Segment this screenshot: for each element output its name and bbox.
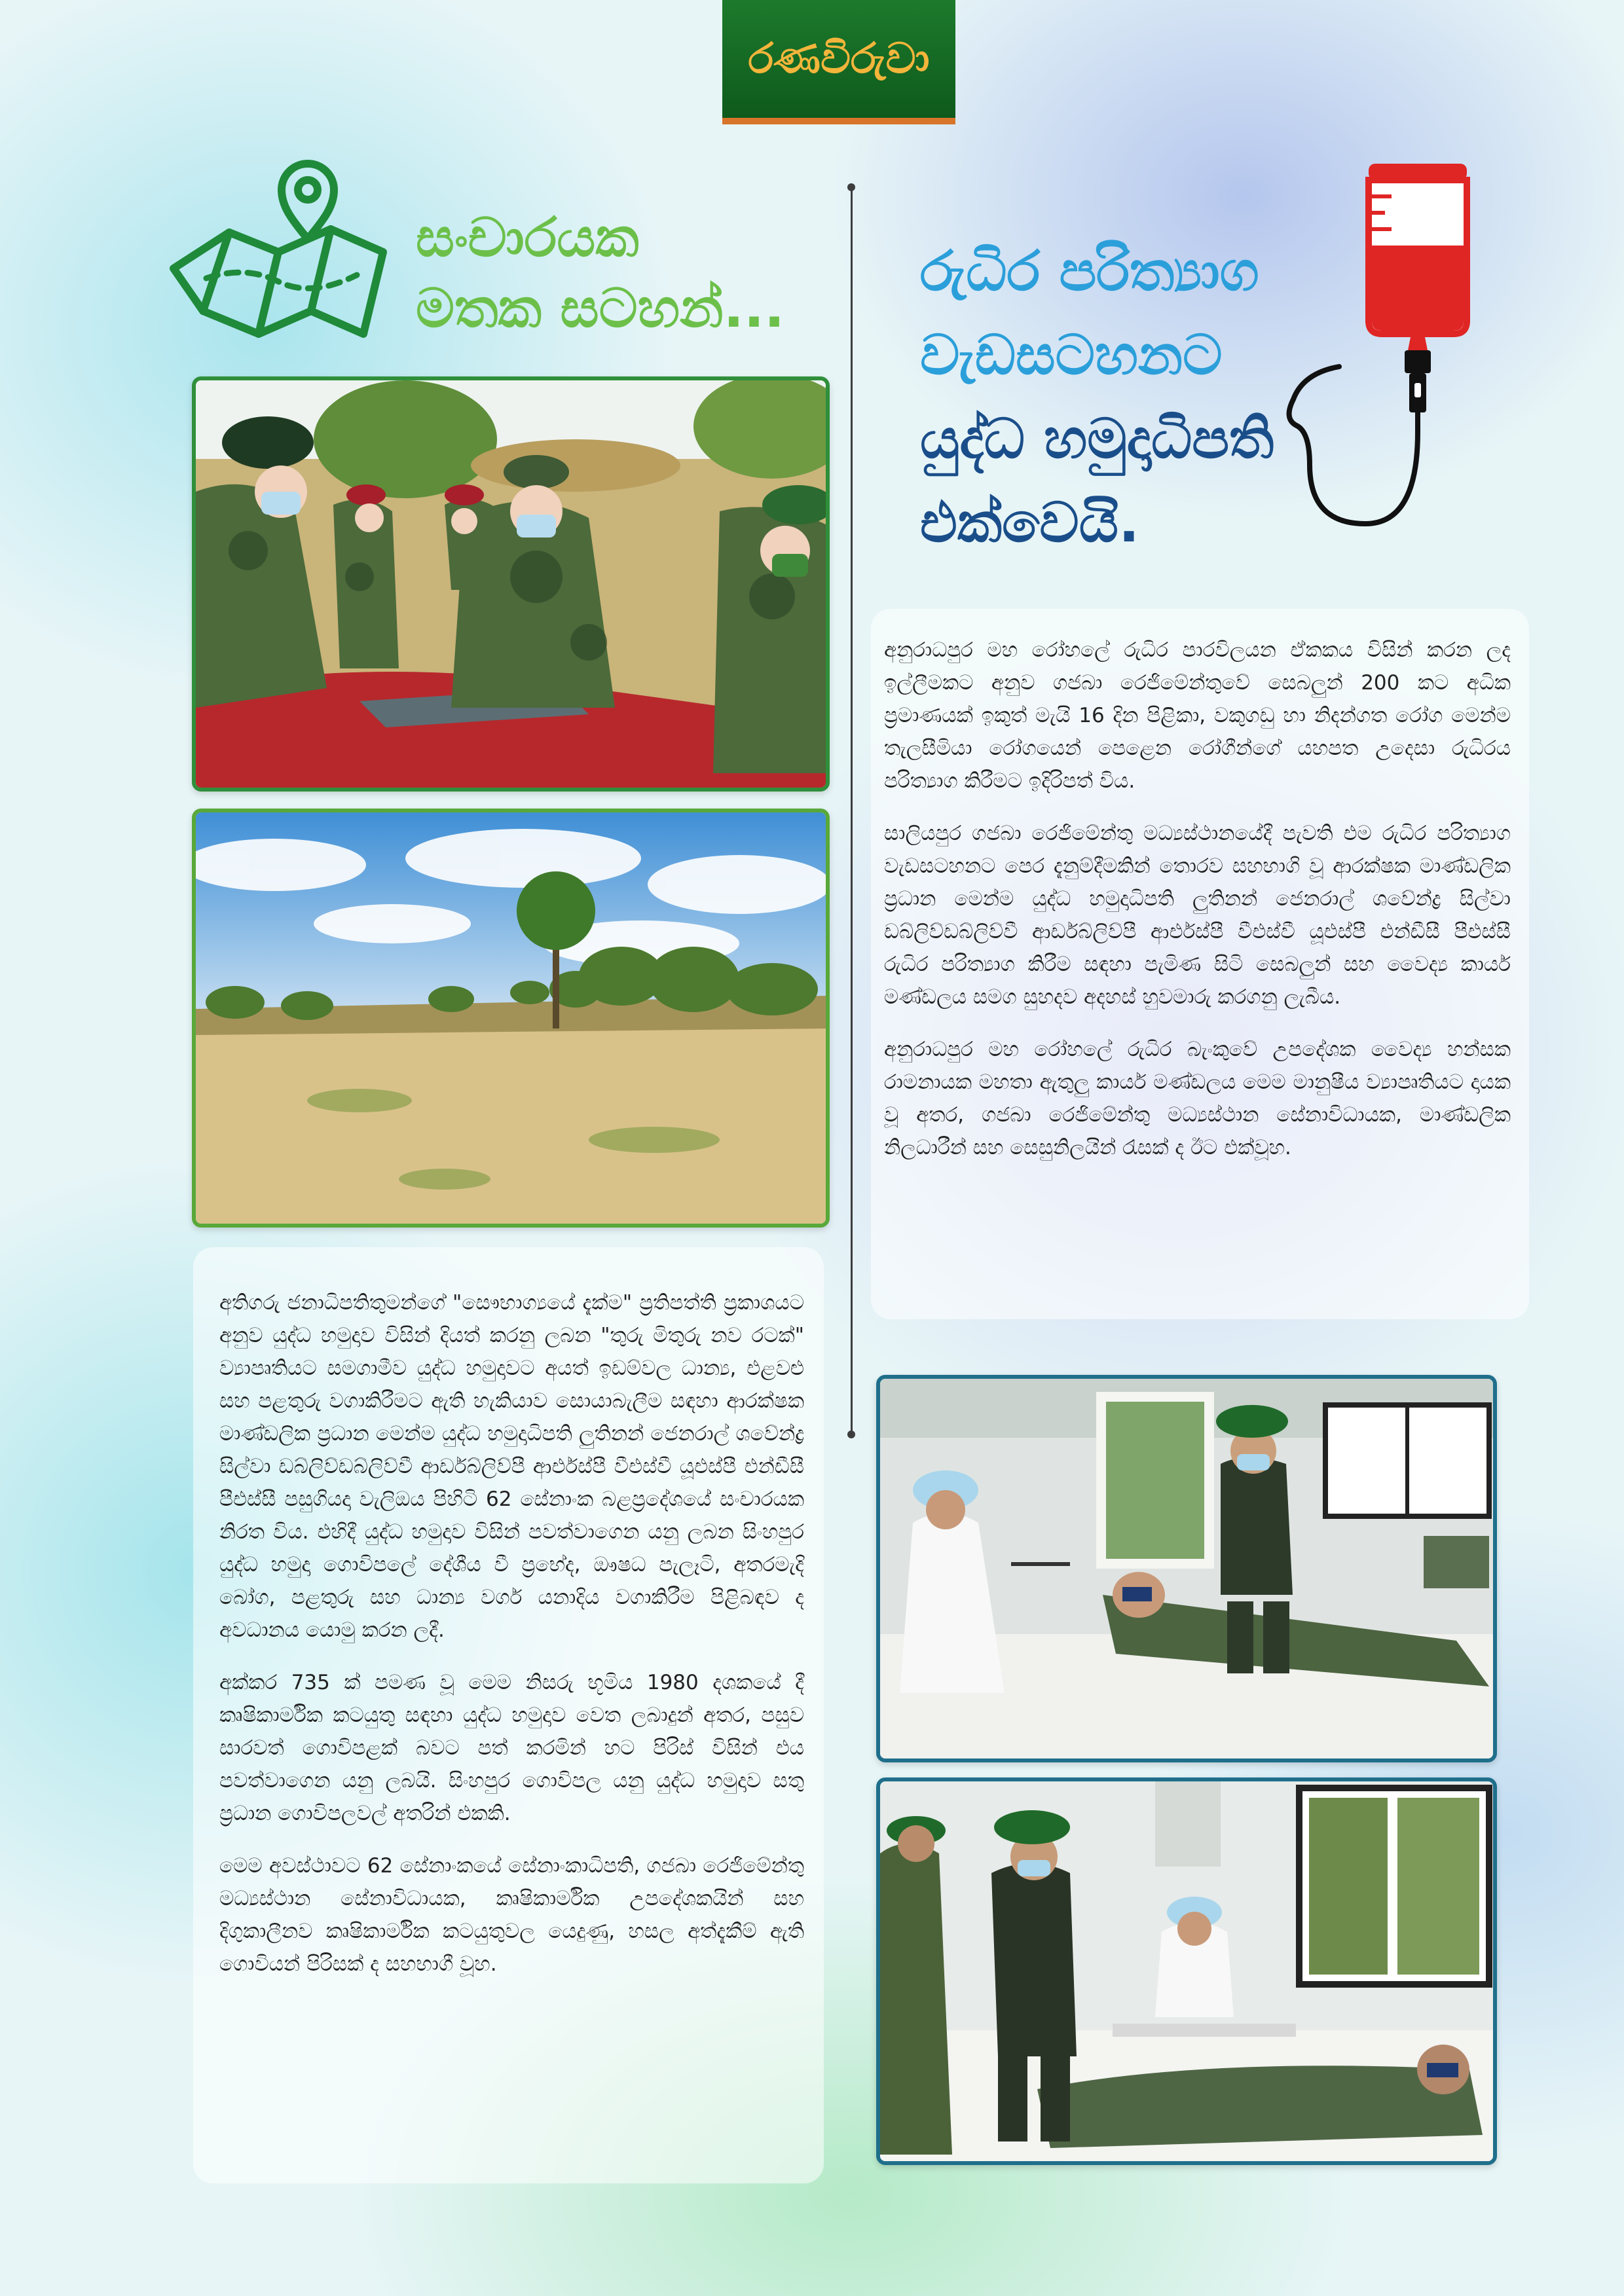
column-divider: [851, 187, 853, 1434]
masthead: [722, 0, 955, 124]
right-title-line3: යුද්ධ හමුදාධිපති: [920, 407, 1274, 471]
map-pin-icon: [167, 154, 393, 344]
left-paragraph-2: අක්කර 735 ක් පමණ වූ මෙම නිසරු භූමිය 1980 දශකයේ දී කෘෂිකාර්මික කටයුතු සඳහා යුද්ධ හමුදාව වෙත ලබාදුන් අතර, පසුව සාරවත් ගොවිපළක් බවට පත් කරමින් හට පිරිස් විසින් එය පවත්වාගෙන යනු ලබයි. සිංහපුර ගොවිපල යනු යුද්ධ හමුදාව සතු ප්‍රධාන ගොවිපලවල් අතරින් එකකි.: [219, 1671, 804, 1825]
right-article-title: [920, 229, 1339, 564]
masthead-title: රණවිරුවා: [748, 35, 930, 83]
left-paragraph-3: මෙම අවස්ථාවට 62 සේනාංකයේ සේනාංකාධිපති, ගජබා රෙජිමේන්තු මධ්‍යස්ථාන සේනාවිධායක, කෘෂිකාර්මික උපදේශකයින් සහ දිගුකාලීනව කෘෂිකාර්මික කටයුතුවල යෙදුණු, හසල අත්දැකීම් ඇති ගොවියන් පිරිසක් ද සහභාගී වූහ.: [219, 1854, 804, 1976]
right-article-body: [871, 609, 1529, 1319]
divider-dot: [847, 1430, 855, 1438]
divider-dot: [847, 183, 855, 191]
left-article-body: [193, 1247, 824, 2183]
right-title-line1: රුධිර පරිත්‍යාග: [920, 239, 1259, 303]
photo-blood-donation-1: [876, 1375, 1497, 1762]
right-title-line2: වැඩසටහනට: [920, 323, 1223, 387]
right-title-line4: එක්වෙයි.: [920, 490, 1139, 555]
right-paragraph-1: අනුරාධපුර මහ රෝහලේ රුධිර පාරවිලයන ඒකකය විසින් කරන ලද ඉල්ලීමකට අනුව ගජබා රෙජිමේන්තුවේ සෙබලුන් 200 කට අධික ප්‍රමාණයක් ඉකුත් මැයි 16 දින පිළිකා, වකුගඩු හා නිදන්ගත රෝග මෙන්ම තැලසීමියා රෝගයෙන් පෙළෙන රෝගීන්ගේ යහපත උදෙසා රුධිරය පරිත්‍යාග කිරීමට ඉදිරිපත් විය.: [884, 638, 1511, 793]
left-title-line1: සංචාරයක: [416, 207, 639, 269]
right-paragraph-3: අනුරාධපුර මහ රෝහලේ රුධිර බැංකුවේ උපදේශක වෛද්‍ය හන්සක රාමනායක මහතා ඇතුලු කාර්ය මණ්ඩලය මෙම මානුෂීය ව්‍යාපෘතියට දායක වූ අතර, ගජබා රෙජිමේන්තු මධ්‍යස්ථාන සේනාවිධායක, මාණ්ඩලික නිලධාරීන් සහ සෙසුනිලයින් රැසක් ද ඊට එක්වූහ.: [884, 1038, 1511, 1159]
photo-field-visit: [192, 376, 830, 792]
left-title-line2: මතක සටහන්...: [416, 278, 785, 340]
right-paragraph-2: සාලියපුර ගජබා රෙජිමේන්තු මධ්‍යස්ථානයේදී පැවති එම රුධිර පරිත්‍යාග වැඩසටහනට පෙර දැනුම්දීමකින් තොරව සහභාගි වූ ආරක්ෂක මාණ්ඩලික ප්‍රධාන මෙන්ම යුද්ධ හමුදාධිපති ලුතිනන් ජෙනරාල් ශවේන්ද්‍ර සිල්වා ඩබ්ලිව්ඩබ්ලිව්වී ආර්ඩබ්ලිව්පී ආර්එස්පී වීඑස්වී යූඑස්පී එන්ඩීසී පීඑස්සී රුධිර පරිත්‍යාග කිරීම සඳහා පැමිණ සිටි සෙබලුන් සහ වෛද්‍ය කාර්ය මණ්ඩලය සමග සුහදව අදහස් හුවමාරු කරගනු ලැබීය.: [884, 822, 1511, 1009]
left-article-title: [416, 203, 809, 344]
photo-blood-donation-2: [876, 1777, 1497, 2165]
photo-barren-land: [192, 809, 830, 1228]
blood-bag-icon: [1283, 157, 1480, 537]
left-paragraph-1: අතිගරු ජනාධිපතිතුමන්ගේ "සෞභාග්‍යයේ දැක්ම" ප්‍රතිපත්ති ප්‍රකාශයට අනුව යුද්ධ හමුදාව විසින් දියත් කරනු ලබන "තුරු මිතුරු නව රටක්" ව්‍යාපෘතියට සමගාමීව යුද්ධ හමුදාවට අයත් ඉඩම්වල ධාන්‍ය, එළවළු සහ පළතුරු වගාකිරීමට ඇති හැකියාව සොයාබැලීම සඳහා ආරක්ෂක මාණ්ඩලික ප්‍රධාන මෙන්ම යුද්ධ හමුදාධිපති ලුතිනන් ජෙනරාල් ශවේන්ද්‍ර සිල්වා ඩබ්ලිව්ඩබ්ලිව්වී ආර්ඩබ්ලිව්පී ආර්එස්පී වීඑස්වී යූඑස්පී එන්ඩීසී පීඑස්සී පසුගියදා වැලිඔය පිහිටි 62 සේනාංක බළප්‍රදේශයේ සංචාරයක නිරත විය. එහිදී යුද්ධ හමුදාව විසින් පවත්වාගෙන යනු ලබන සිංහපුර යුද්ධ හමුදා ගොවිපලේ දේශීය වී ප්‍රභේද, ඖෂධ පැලෑටි, අතරමැදි බෝග, පළතුරු සහ ධාන්‍ය වර්ග යනාදිය වගාකිරීම පිළිබඳව ද අවධානය යොමු කරන ලදී.: [219, 1291, 804, 1642]
